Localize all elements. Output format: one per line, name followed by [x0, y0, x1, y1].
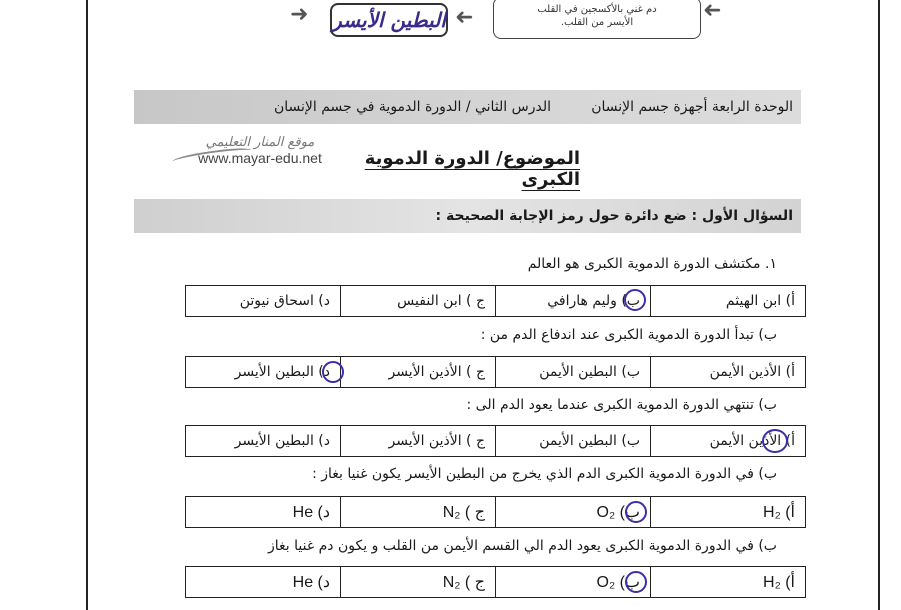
oxygenated-blood-note — [493, 0, 701, 39]
question-stem: ب) في الدورة الدموية الكبرى الدم الذي يخرج من البطين الأيسر يكون غنيا بغاز : — [312, 466, 777, 482]
question-stem: ١. مكتشف الدورة الدموية الكبرى هو العالم — [527, 256, 777, 272]
note-line: الأيسر من القلب. — [560, 17, 634, 28]
arrow-icon: ➜ — [455, 5, 474, 30]
answer-circle-mark — [762, 429, 788, 453]
header-bar — [134, 90, 801, 124]
option-d[interactable]: د) البطين الأيسر — [234, 433, 330, 449]
right-border-line — [878, 0, 880, 610]
option-d[interactable]: د) He — [292, 574, 330, 591]
question-title: السؤال الأول : ضع دائرة حول رمز الإجابة الصحيحة : — [435, 208, 793, 224]
option-d[interactable]: د) He — [292, 504, 330, 521]
option-c[interactable]: ج ) الأذين الأيسر — [340, 426, 495, 456]
unit-title: الوحدة الرابعة أجهزة جسم الإنسان — [591, 99, 793, 115]
option-a[interactable]: أ) H₂ — [650, 567, 805, 597]
answer-circle-mark — [624, 289, 646, 311]
topic-title: الموضوع/ الدورة الدموية الكبرى — [364, 148, 580, 190]
question-stem: ب) تبدأ الدورة الدموية الكبرى عند اندفاع الدم من : — [480, 327, 777, 343]
option-b[interactable]: ب) O₂ — [495, 567, 650, 597]
question-title-bar — [134, 199, 801, 233]
option-c[interactable]: ج ) ابن النفيس — [340, 286, 495, 316]
logo-arabic: موقع المنار التعليمي — [205, 135, 315, 150]
answer-circle-mark — [625, 571, 647, 593]
options-row — [185, 356, 806, 388]
option-c[interactable]: ج ) N₂ — [340, 567, 495, 597]
arrow-icon: ➜ — [703, 0, 722, 23]
note-line: دم غني بالأكسجين في القلب — [537, 4, 657, 15]
option-a[interactable]: أ) H₂ — [650, 497, 805, 527]
options-row — [185, 566, 806, 598]
option-a[interactable]: أ) الأذين الأيمن — [650, 357, 805, 387]
options-row — [185, 285, 806, 317]
answer-circle-mark — [322, 361, 344, 383]
option-a[interactable]: أ) الأذين الأيمن — [650, 426, 805, 456]
options-row — [185, 425, 806, 457]
left-ventricle-box: البطين الأيسر — [330, 3, 448, 37]
option-c[interactable]: ج ) الأذين الأيسر — [340, 357, 495, 387]
option-c[interactable]: ج ) N₂ — [340, 497, 495, 527]
option-b[interactable]: ب) البطين الأيمن — [495, 426, 650, 456]
left-border-line — [86, 0, 88, 610]
option-d[interactable]: د) اسحاق نيوتن — [239, 293, 330, 309]
question-stem: ب) تنتهي الدورة الدموية الكبرى عندما يعود الدم الى : — [466, 397, 777, 413]
option-d[interactable]: د) البطين الأيسر — [234, 364, 330, 380]
logo-url: www.mayar-edu.net — [198, 150, 322, 166]
options-row — [185, 496, 806, 528]
question-stem: ب) في الدورة الدموية الكبرى يعود الدم الي القسم الأيمن من القلب و يكون دم غنيا بغاز — [268, 538, 777, 554]
option-a[interactable]: أ) ابن الهيثم — [650, 286, 805, 316]
arrow-icon: ➜ — [290, 2, 309, 27]
option-b[interactable]: ب) وليم هارافي — [495, 286, 650, 316]
option-b[interactable]: ب) البطين الأيمن — [495, 357, 650, 387]
answer-circle-mark — [625, 501, 647, 523]
option-b[interactable]: ب) O₂ — [495, 497, 650, 527]
lesson-title: الدرس الثاني / الدورة الدموية في جسم الإنسان — [273, 99, 551, 115]
